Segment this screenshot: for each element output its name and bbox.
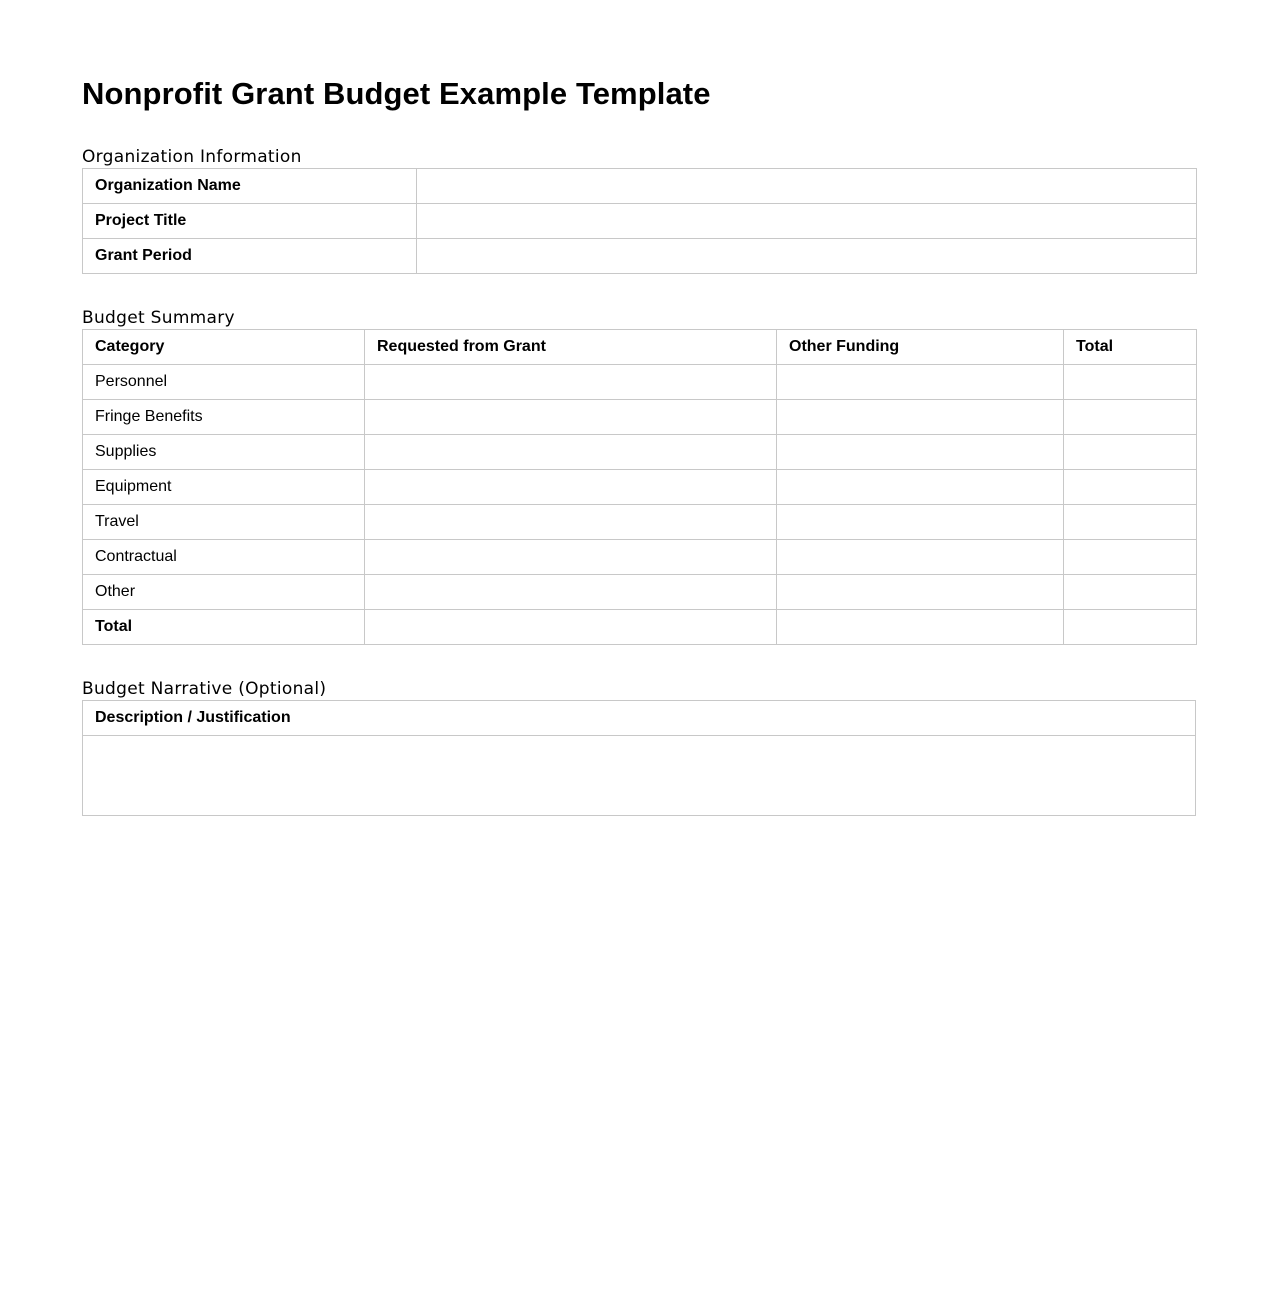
category-cell: Equipment [83, 470, 365, 505]
total-label: Total [83, 610, 365, 645]
category-cell: Contractual [83, 540, 365, 575]
category-cell: Other [83, 575, 365, 610]
project-title-field[interactable] [417, 204, 1197, 239]
other-funding-cell[interactable] [777, 505, 1064, 540]
organization-info-table [82, 168, 1197, 274]
category-cell: Travel [83, 505, 365, 540]
section-heading-organization: Organization Information [82, 147, 302, 167]
requested-cell[interactable] [365, 470, 777, 505]
page-title: Nonprofit Grant Budget Example Template [82, 76, 711, 111]
other-funding-cell[interactable] [777, 575, 1064, 610]
table-row [83, 400, 1197, 435]
budget-narrative-table [82, 700, 1196, 816]
organization-name-field[interactable] [417, 169, 1197, 204]
total-row [83, 610, 1197, 645]
other-funding-cell[interactable] [777, 470, 1064, 505]
total-cell[interactable] [1064, 575, 1197, 610]
requested-cell[interactable] [365, 435, 777, 470]
column-header-other-funding: Other Funding [777, 330, 1064, 365]
budget-summary-table [82, 329, 1197, 645]
table-header-row [83, 701, 1196, 736]
budget-summary-section [82, 307, 1196, 645]
other-funding-cell[interactable] [777, 435, 1064, 470]
total-cell[interactable] [1064, 400, 1197, 435]
requested-cell[interactable] [365, 575, 777, 610]
budget-narrative-section [82, 678, 1196, 816]
column-header-description: Description / Justification [83, 701, 1196, 736]
total-cell[interactable] [1064, 365, 1197, 400]
requested-cell[interactable] [365, 505, 777, 540]
column-header-total: Total [1064, 330, 1197, 365]
category-cell: Personnel [83, 365, 365, 400]
other-funding-cell[interactable] [777, 400, 1064, 435]
grand-total-cell[interactable] [1064, 610, 1197, 645]
other-funding-cell[interactable] [777, 365, 1064, 400]
requested-cell[interactable] [365, 400, 777, 435]
total-cell[interactable] [1064, 505, 1197, 540]
total-cell[interactable] [1064, 470, 1197, 505]
table-row [83, 204, 1197, 239]
field-label: Project Title [83, 204, 417, 239]
requested-cell[interactable] [365, 365, 777, 400]
total-other-funding-cell[interactable] [777, 610, 1064, 645]
table-row [83, 435, 1197, 470]
table-row [83, 470, 1197, 505]
section-heading-budget-narrative: Budget Narrative (Optional) [82, 679, 327, 699]
table-row [83, 169, 1197, 204]
description-field[interactable] [83, 736, 1196, 816]
other-funding-cell[interactable] [777, 540, 1064, 575]
requested-cell[interactable] [365, 540, 777, 575]
organization-info-section [82, 146, 1196, 274]
table-row [83, 736, 1196, 816]
total-cell[interactable] [1064, 540, 1197, 575]
field-label: Grant Period [83, 239, 417, 274]
category-cell: Fringe Benefits [83, 400, 365, 435]
total-requested-cell[interactable] [365, 610, 777, 645]
table-row [83, 540, 1197, 575]
category-cell: Supplies [83, 435, 365, 470]
table-row [83, 239, 1197, 274]
grant-period-field[interactable] [417, 239, 1197, 274]
table-row [83, 575, 1197, 610]
field-label: Organization Name [83, 169, 417, 204]
section-heading-budget-summary: Budget Summary [82, 308, 235, 328]
table-header-row [83, 330, 1197, 365]
column-header-requested: Requested from Grant [365, 330, 777, 365]
total-cell[interactable] [1064, 435, 1197, 470]
column-header-category: Category [83, 330, 365, 365]
table-row [83, 505, 1197, 540]
table-row [83, 365, 1197, 400]
